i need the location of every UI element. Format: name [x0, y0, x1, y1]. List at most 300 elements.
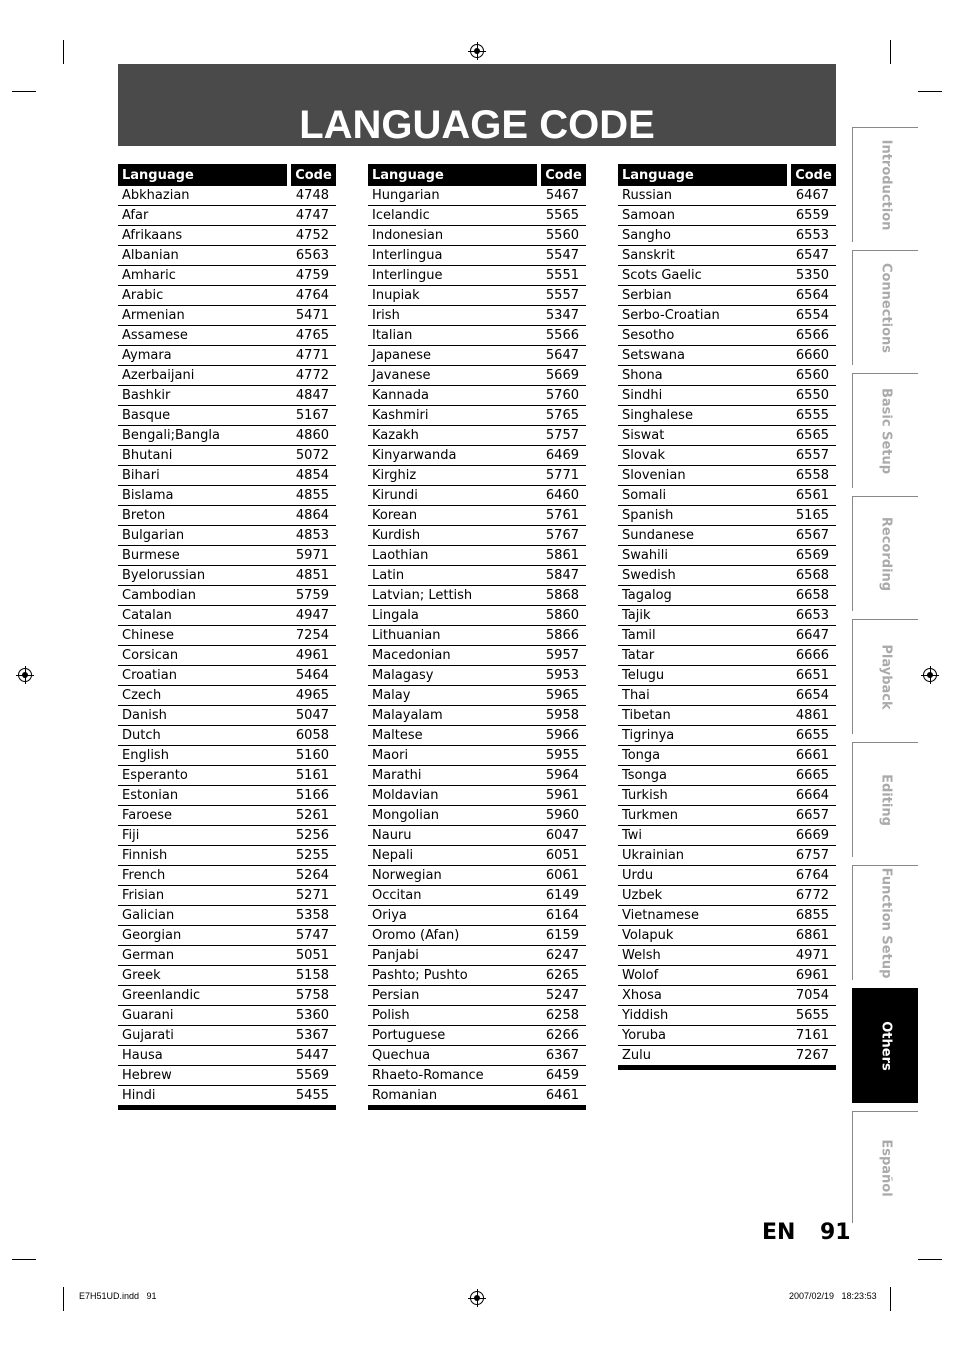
- table-row: [618, 946, 836, 966]
- code-cell: 5747: [289, 926, 336, 946]
- code-cell: 5757: [539, 426, 586, 446]
- language-cell: Korean: [368, 506, 539, 526]
- code-cell: 5551: [539, 266, 586, 286]
- code-cell: 5861: [539, 546, 586, 566]
- code-cell: 5760: [539, 386, 586, 406]
- code-cell: 6159: [539, 926, 586, 946]
- table-row: [118, 226, 336, 246]
- language-cell: Persian: [368, 986, 539, 1006]
- code-cell: 5960: [539, 806, 586, 826]
- language-cell: Thai: [618, 686, 789, 706]
- language-cell: Gujarati: [118, 1026, 289, 1046]
- crop-mark: [918, 91, 942, 92]
- language-cell: Czech: [118, 686, 289, 706]
- code-cell: 6258: [539, 1006, 586, 1026]
- language-cell: Sundanese: [618, 526, 789, 546]
- language-cell: Tatar: [618, 646, 789, 666]
- code-cell: 6558: [789, 466, 836, 486]
- code-cell: 6657: [789, 806, 836, 826]
- code-cell: 4965: [289, 686, 336, 706]
- code-cell: 5958: [539, 706, 586, 726]
- side-tab-playback[interactable]: [852, 619, 918, 734]
- language-cell: Maori: [368, 746, 539, 766]
- code-cell: 4851: [289, 566, 336, 586]
- registration-mark-icon: [470, 44, 484, 58]
- language-cell: Malay: [368, 686, 539, 706]
- table-row: [368, 486, 586, 506]
- table-row: [618, 486, 836, 506]
- table-row: [118, 826, 336, 846]
- table-row: [618, 606, 836, 626]
- code-cell: 6764: [789, 866, 836, 886]
- table-row: [618, 1026, 836, 1046]
- code-cell: 4864: [289, 506, 336, 526]
- side-tab-connections[interactable]: [852, 250, 918, 365]
- language-cell: Tigrinya: [618, 726, 789, 746]
- code-cell: 5971: [289, 546, 336, 566]
- code-cell: 5953: [539, 666, 586, 686]
- table-row: [618, 206, 836, 226]
- code-cell: 6051: [539, 846, 586, 866]
- table-row: [618, 806, 836, 826]
- table-row: [368, 986, 586, 1006]
- code-cell: 4764: [289, 286, 336, 306]
- code-cell: 5255: [289, 846, 336, 866]
- language-cell: Nauru: [368, 826, 539, 846]
- table-row: [368, 426, 586, 446]
- code-cell: 5347: [539, 306, 586, 326]
- code-cell: 6559: [789, 206, 836, 226]
- table-row: [118, 1006, 336, 1026]
- language-cell: Uzbek: [618, 886, 789, 906]
- language-cell: Catalan: [118, 606, 289, 626]
- table-row: [618, 1046, 836, 1068]
- table-row: [118, 306, 336, 326]
- code-cell: 4855: [289, 486, 336, 506]
- table-row: [118, 506, 336, 526]
- table-row: [118, 1046, 336, 1066]
- table-row: [118, 786, 336, 806]
- table-row: [368, 586, 586, 606]
- code-cell: 4947: [289, 606, 336, 626]
- code-cell: 4765: [289, 326, 336, 346]
- language-cell: Slovak: [618, 446, 789, 466]
- language-cell: Albanian: [118, 246, 289, 266]
- table-row: [118, 846, 336, 866]
- table-row: [368, 546, 586, 566]
- language-cell: Bulgarian: [118, 526, 289, 546]
- side-tab-espanol[interactable]: [852, 1111, 918, 1223]
- language-cell: Aymara: [118, 346, 289, 366]
- table-row: [118, 886, 336, 906]
- side-tab-label: Recording: [878, 516, 893, 592]
- table-row: [368, 206, 586, 226]
- code-cell: 6061: [539, 866, 586, 886]
- side-tab-label: Connections: [878, 262, 893, 354]
- language-cell: Romanian: [368, 1086, 539, 1108]
- language-cell: Shona: [618, 366, 789, 386]
- crop-mark: [918, 1259, 942, 1260]
- language-cell: Breton: [118, 506, 289, 526]
- language-cell: Serbian: [618, 286, 789, 306]
- table-row: [618, 646, 836, 666]
- table-header-row: [118, 164, 336, 186]
- table-row: [118, 1026, 336, 1046]
- code-cell: 7161: [789, 1026, 836, 1046]
- table-row: [368, 846, 586, 866]
- table-row: [118, 446, 336, 466]
- table-row: [368, 1046, 586, 1066]
- language-cell: Bengali;Bangla: [118, 426, 289, 446]
- language-cell: Kurdish: [368, 526, 539, 546]
- table-row: [618, 1006, 836, 1026]
- language-cell: English: [118, 746, 289, 766]
- code-cell: 5256: [289, 826, 336, 846]
- code-cell: 4759: [289, 266, 336, 286]
- code-cell: 6664: [789, 786, 836, 806]
- language-cell: Abkhazian: [118, 186, 289, 206]
- table-row: [368, 746, 586, 766]
- language-cell: Oromo (Afan): [368, 926, 539, 946]
- language-cell: Maltese: [368, 726, 539, 746]
- language-cell: Lithuanian: [368, 626, 539, 646]
- table-row: [618, 666, 836, 686]
- code-cell: 4853: [289, 526, 336, 546]
- table-row: [368, 886, 586, 906]
- table-row: [368, 866, 586, 886]
- table-row: [368, 786, 586, 806]
- language-cell: Hungarian: [368, 186, 539, 206]
- table-row: [368, 966, 586, 986]
- table-row: [118, 326, 336, 346]
- code-cell: 5965: [539, 686, 586, 706]
- code-cell: 6658: [789, 586, 836, 606]
- code-cell: 5847: [539, 566, 586, 586]
- code-cell: 5264: [289, 866, 336, 886]
- table-row: [118, 526, 336, 546]
- table-row: [618, 406, 836, 426]
- table-row: [618, 246, 836, 266]
- table-row: [118, 346, 336, 366]
- table-row: [118, 406, 336, 426]
- code-cell: 5860: [539, 606, 586, 626]
- code-cell: 5165: [789, 506, 836, 526]
- table-row: [618, 626, 836, 646]
- registration-mark-icon: [923, 668, 937, 682]
- table-row: [118, 206, 336, 226]
- language-cell: Croatian: [118, 666, 289, 686]
- code-cell: 6561: [789, 486, 836, 506]
- language-cell: Welsh: [618, 946, 789, 966]
- table-row: [618, 526, 836, 546]
- code-cell: 4961: [289, 646, 336, 666]
- code-cell: 4771: [289, 346, 336, 366]
- crop-mark: [890, 1287, 891, 1311]
- code-cell: 7267: [789, 1046, 836, 1068]
- language-cell: Azerbaijani: [118, 366, 289, 386]
- code-cell: 5565: [539, 206, 586, 226]
- table-row: [368, 186, 586, 206]
- code-cell: 5966: [539, 726, 586, 746]
- language-cell: Icelandic: [368, 206, 539, 226]
- language-cell: Yiddish: [618, 1006, 789, 1026]
- language-cell: Georgian: [118, 926, 289, 946]
- code-cell: 6757: [789, 846, 836, 866]
- side-tab-recording[interactable]: [852, 496, 918, 611]
- language-cell: Macedonian: [368, 646, 539, 666]
- language-cell: Marathi: [368, 766, 539, 786]
- language-cell: Urdu: [618, 866, 789, 886]
- language-cell: Laothian: [368, 546, 539, 566]
- code-cell: 6367: [539, 1046, 586, 1066]
- table-row: [118, 1066, 336, 1086]
- code-cell: 4772: [289, 366, 336, 386]
- language-cell: Kinyarwanda: [368, 446, 539, 466]
- side-tab-label: Introduction: [878, 139, 893, 231]
- code-cell: 5547: [539, 246, 586, 266]
- language-cell: Serbo-Croatian: [618, 306, 789, 326]
- language-cell: Japanese: [368, 346, 539, 366]
- code-cell: 6666: [789, 646, 836, 666]
- table-row: [368, 506, 586, 526]
- language-cell: Amharic: [118, 266, 289, 286]
- code-cell: 6564: [789, 286, 836, 306]
- side-tab-label: Function Setup: [878, 867, 893, 979]
- title-banner: [118, 64, 836, 146]
- header-code: Code: [789, 164, 836, 186]
- side-tab-basic-setup[interactable]: [852, 373, 918, 488]
- language-cell: Somali: [618, 486, 789, 506]
- table-row: [368, 686, 586, 706]
- code-cell: 6651: [789, 666, 836, 686]
- side-tab-label: Basic Setup: [878, 387, 893, 475]
- language-cell: Danish: [118, 706, 289, 726]
- code-cell: 5247: [539, 986, 586, 1006]
- code-cell: 5167: [289, 406, 336, 426]
- table-row: [368, 946, 586, 966]
- language-cell: Swahili: [618, 546, 789, 566]
- language-cell: Russian: [618, 186, 789, 206]
- table-row: [618, 546, 836, 566]
- footer-datetime: 2007/02/19 18:23:53: [789, 1291, 877, 1301]
- table-row: [118, 366, 336, 386]
- code-cell: 4847: [289, 386, 336, 406]
- code-cell: 4860: [289, 426, 336, 446]
- code-cell: 4752: [289, 226, 336, 246]
- code-cell: 6459: [539, 1066, 586, 1086]
- language-cell: French: [118, 866, 289, 886]
- table-row: [118, 926, 336, 946]
- language-cell: Occitan: [368, 886, 539, 906]
- language-cell: Bhutani: [118, 446, 289, 466]
- table-row: [118, 546, 336, 566]
- language-cell: Bashkir: [118, 386, 289, 406]
- language-cell: Fiji: [118, 826, 289, 846]
- table-row: [368, 326, 586, 346]
- language-cell: Pashto; Pushto: [368, 966, 539, 986]
- code-cell: 6772: [789, 886, 836, 906]
- language-cell: German: [118, 946, 289, 966]
- code-cell: 6647: [789, 626, 836, 646]
- code-cell: 6566: [789, 326, 836, 346]
- table-row: [118, 666, 336, 686]
- table-row: [618, 326, 836, 346]
- side-tab-introduction[interactable]: [852, 127, 918, 242]
- side-tab-others[interactable]: [852, 988, 918, 1103]
- code-cell: 6047: [539, 826, 586, 846]
- code-cell: 6961: [789, 966, 836, 986]
- code-cell: 5158: [289, 966, 336, 986]
- table-row: [118, 606, 336, 626]
- table-row: [618, 226, 836, 246]
- code-cell: 6660: [789, 346, 836, 366]
- language-cell: Kirundi: [368, 486, 539, 506]
- code-cell: 6654: [789, 686, 836, 706]
- language-cell: Corsican: [118, 646, 289, 666]
- language-cell: Sesotho: [618, 326, 789, 346]
- language-cell: Norwegian: [368, 866, 539, 886]
- table-row: [118, 686, 336, 706]
- language-cell: Siswat: [618, 426, 789, 446]
- language-cell: Wolof: [618, 966, 789, 986]
- table-row: [618, 786, 836, 806]
- table-row: [618, 886, 836, 906]
- table-row: [118, 766, 336, 786]
- code-cell: 5350: [789, 266, 836, 286]
- language-cell: Sangho: [618, 226, 789, 246]
- table-row: [368, 346, 586, 366]
- code-cell: 6247: [539, 946, 586, 966]
- code-cell: 6265: [539, 966, 586, 986]
- table-row: [618, 766, 836, 786]
- code-cell: 5955: [539, 746, 586, 766]
- header-language: Language: [618, 164, 789, 186]
- code-cell: 5560: [539, 226, 586, 246]
- language-code-table-1: [118, 164, 336, 1110]
- table-row: [118, 626, 336, 646]
- table-row: [368, 1026, 586, 1046]
- code-cell: 6855: [789, 906, 836, 926]
- code-cell: 6149: [539, 886, 586, 906]
- table-row: [118, 946, 336, 966]
- table-row: [118, 646, 336, 666]
- language-cell: Latvian; Lettish: [368, 586, 539, 606]
- side-tab-editing[interactable]: [852, 742, 918, 857]
- language-cell: Kirghiz: [368, 466, 539, 486]
- language-cell: Esperanto: [118, 766, 289, 786]
- code-cell: 5047: [289, 706, 336, 726]
- side-tab-label: Editing: [878, 774, 893, 826]
- code-cell: 5271: [289, 886, 336, 906]
- code-cell: 5765: [539, 406, 586, 426]
- table-row: [618, 906, 836, 926]
- code-cell: 6547: [789, 246, 836, 266]
- language-cell: Scots Gaelic: [618, 266, 789, 286]
- table-row: [118, 806, 336, 826]
- language-cell: Spanish: [618, 506, 789, 526]
- table-row: [118, 866, 336, 886]
- code-cell: 5261: [289, 806, 336, 826]
- language-cell: Lingala: [368, 606, 539, 626]
- code-cell: 6554: [789, 306, 836, 326]
- language-cell: Singhalese: [618, 406, 789, 426]
- language-cell: Bihari: [118, 466, 289, 486]
- code-cell: 6655: [789, 726, 836, 746]
- language-cell: Tamil: [618, 626, 789, 646]
- table-row: [368, 1086, 586, 1108]
- table-row: [368, 926, 586, 946]
- table-row: [618, 266, 836, 286]
- crop-mark: [63, 40, 64, 64]
- table-row: [118, 906, 336, 926]
- language-cell: Arabic: [118, 286, 289, 306]
- table-row: [368, 606, 586, 626]
- page-language: EN: [762, 1220, 796, 1245]
- table-row: [368, 246, 586, 266]
- code-cell: 4854: [289, 466, 336, 486]
- language-cell: Faroese: [118, 806, 289, 826]
- footer-file: E7H51UD.indd 91: [79, 1291, 157, 1301]
- side-tab-label: Español: [878, 1138, 893, 1197]
- table-row: [368, 626, 586, 646]
- table-row: [368, 1066, 586, 1086]
- language-cell: Armenian: [118, 306, 289, 326]
- code-cell: 5647: [539, 346, 586, 366]
- table-row: [618, 866, 836, 886]
- code-cell: 5557: [539, 286, 586, 306]
- table-row: [618, 466, 836, 486]
- header-language: Language: [118, 164, 289, 186]
- language-cell: Zulu: [618, 1046, 789, 1068]
- code-cell: 5569: [289, 1066, 336, 1086]
- language-cell: Hausa: [118, 1046, 289, 1066]
- code-cell: 5761: [539, 506, 586, 526]
- code-cell: 5961: [539, 786, 586, 806]
- language-cell: Setswana: [618, 346, 789, 366]
- language-cell: Sindhi: [618, 386, 789, 406]
- crop-mark: [12, 1259, 36, 1260]
- table-row: [618, 586, 836, 606]
- table-row: [368, 306, 586, 326]
- language-cell: Polish: [368, 1006, 539, 1026]
- language-cell: Mongolian: [368, 806, 539, 826]
- language-cell: Tajik: [618, 606, 789, 626]
- language-cell: Italian: [368, 326, 539, 346]
- table-row: [368, 406, 586, 426]
- code-cell: 6555: [789, 406, 836, 426]
- table-row: [118, 386, 336, 406]
- table-row: [368, 646, 586, 666]
- side-tab-function-setup[interactable]: [852, 865, 918, 980]
- code-cell: 6557: [789, 446, 836, 466]
- code-cell: 5358: [289, 906, 336, 926]
- table-row: [118, 246, 336, 266]
- language-cell: Sanskrit: [618, 246, 789, 266]
- header-code: Code: [539, 164, 586, 186]
- table-row: [118, 1086, 336, 1108]
- table-header-row: [368, 164, 586, 186]
- language-cell: Inupiak: [368, 286, 539, 306]
- table-row: [368, 386, 586, 406]
- table-row: [618, 926, 836, 946]
- language-cell: Basque: [118, 406, 289, 426]
- code-cell: 6568: [789, 566, 836, 586]
- language-cell: Portuguese: [368, 1026, 539, 1046]
- code-cell: 6467: [789, 186, 836, 206]
- code-cell: 5866: [539, 626, 586, 646]
- code-cell: 6861: [789, 926, 836, 946]
- language-cell: Samoan: [618, 206, 789, 226]
